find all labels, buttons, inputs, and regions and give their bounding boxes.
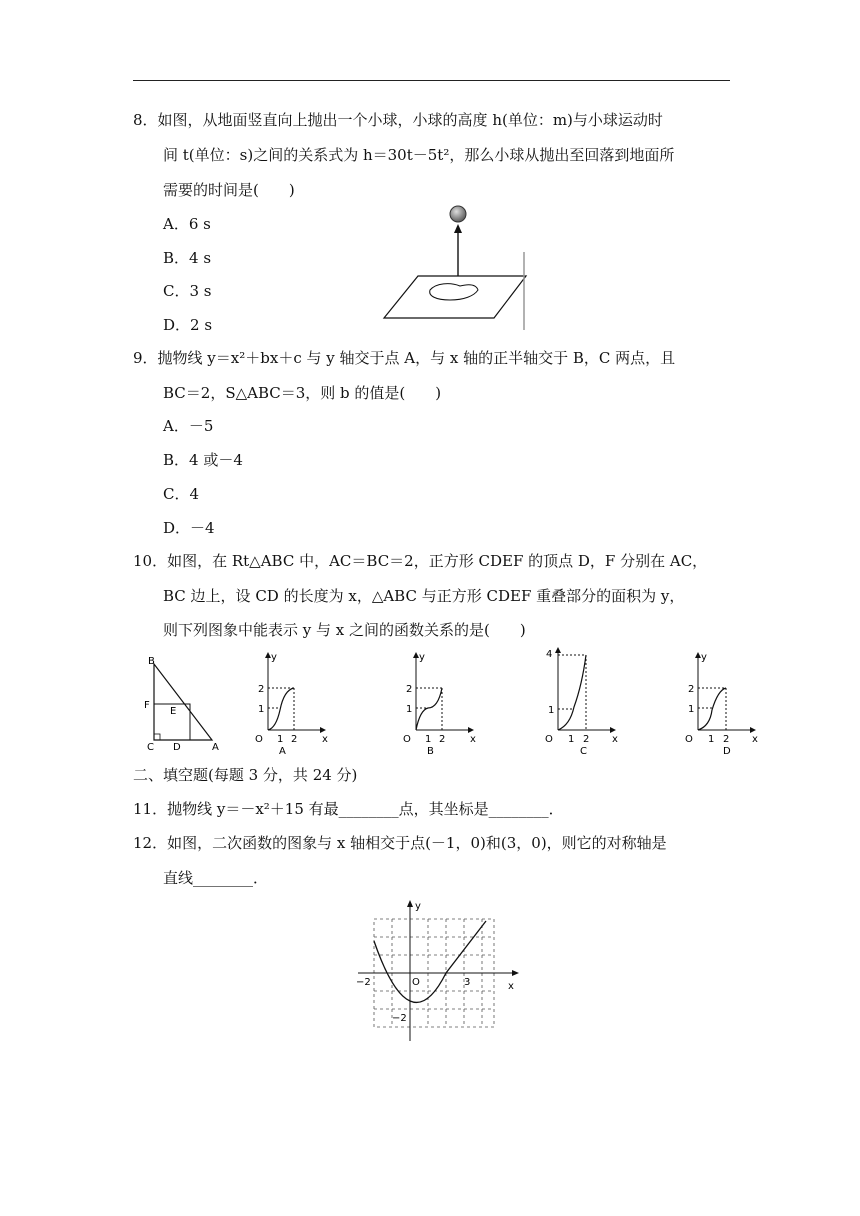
svg-text:2: 2: [258, 684, 265, 695]
svg-text:−2: −2: [356, 977, 371, 988]
hand-icon: [430, 284, 478, 300]
q8-option-a: A．6 s: [163, 215, 211, 233]
graph-label-b: B: [427, 746, 434, 757]
svg-text:O: O: [412, 977, 420, 988]
q8-line-2: 间 t(单位：s)之间的关系式为 h＝30t－5t²，那么小球从抛出至回落到地面所: [163, 146, 675, 164]
svg-text:2: 2: [406, 684, 413, 695]
svg-text:2: 2: [723, 734, 730, 745]
svg-text:1: 1: [258, 704, 265, 715]
svg-text:4: 4: [546, 649, 553, 660]
svg-text:1: 1: [568, 734, 575, 745]
label-a: A: [212, 742, 219, 752]
svg-text:x: x: [508, 981, 514, 992]
svg-text:−2: −2: [392, 1013, 407, 1024]
svg-text:y: y: [701, 652, 707, 663]
graph-label-c: C: [580, 746, 587, 757]
svg-text:1: 1: [548, 705, 555, 716]
q12-line-2: 直线________．: [163, 869, 269, 887]
q10-line-3: 则下列图象中能表示 y 与 x 之间的函数关系的是( ): [163, 621, 526, 639]
svg-text:x: x: [612, 734, 618, 745]
svg-text:2: 2: [291, 734, 298, 745]
graph-option-c: [540, 645, 620, 758]
q9-line-1: 9．抛物线 y＝x²＋bx＋c 与 y 轴交于点 A，与 x 轴的正半轴交于 B，C 两点，且: [133, 349, 676, 367]
q9-option-b: B．4 或－4: [163, 451, 243, 469]
arrow-head-icon: [454, 224, 462, 233]
svg-text:x: x: [470, 734, 476, 745]
label-c: C: [147, 742, 154, 752]
graph-option-b: [398, 650, 478, 758]
q9-option-d: D．－4: [163, 519, 215, 537]
q8-option-c: C．3 s: [163, 282, 212, 300]
svg-text:1: 1: [708, 734, 715, 745]
graph-label-a: A: [279, 746, 286, 757]
q11-line-1: 11．抛物线 y＝－x²＋15 有最________点，其坐标是________．: [133, 800, 564, 818]
q8-option-b: B．4 s: [163, 249, 212, 267]
svg-text:1: 1: [425, 734, 432, 745]
ball-throw-figure: [378, 200, 538, 335]
q9-option-a: A．－5: [163, 417, 214, 435]
svg-text:2: 2: [439, 734, 446, 745]
svg-text:x: x: [752, 734, 758, 745]
q10-line-2: BC 边上，设 CD 的长度为 x，△ABC 与正方形 CDEF 重叠部分的面积为 y，: [163, 587, 685, 605]
svg-text:O: O: [255, 734, 263, 745]
header-rule: [133, 80, 730, 81]
svg-text:O: O: [685, 734, 693, 745]
graph-label-d: D: [723, 746, 731, 757]
svg-text:2: 2: [688, 684, 695, 695]
parabola-figure: [352, 895, 522, 1045]
q10-line-1: 10．如图，在 Rt△ABC 中，AC＝BC＝2，正方形 CDEF 的顶点 D，F 分别在 AC，: [133, 552, 708, 570]
svg-text:1: 1: [277, 734, 284, 745]
graph-option-d: [680, 650, 760, 758]
q8-line-1: 8．如图，从地面竖直向上抛出一个小球，小球的高度 h(单位：m)与小球运动时: [133, 111, 663, 129]
q9-line-2: BC＝2，S△ABC＝3，则 b 的值是( ): [163, 384, 442, 402]
svg-text:y: y: [419, 652, 425, 663]
svg-text:x: x: [322, 734, 328, 745]
ball-icon: [450, 206, 466, 222]
triangle-figure: [140, 652, 225, 752]
label-f: F: [144, 700, 150, 711]
svg-text:O: O: [403, 734, 411, 745]
q9-option-c: C．4: [163, 485, 200, 503]
section-2-title: 二、填空题(每题 3 分，共 24 分): [133, 766, 358, 784]
svg-text:3: 3: [464, 977, 471, 988]
label-d: D: [173, 742, 181, 752]
svg-text:y: y: [271, 652, 277, 663]
graph-option-a: [250, 650, 330, 758]
label-e: E: [170, 706, 177, 717]
q8-option-d: D．2 s: [163, 316, 213, 334]
svg-text:1: 1: [406, 704, 413, 715]
q12-line-1: 12．如图，二次函数的图象与 x 轴相交于点(－1，0)和(3，0)，则它的对称轴是: [133, 834, 667, 852]
svg-text:2: 2: [583, 734, 590, 745]
ground-plane: [384, 276, 526, 318]
svg-text:y: y: [415, 901, 421, 912]
q8-line-3: 需要的时间是( ): [163, 181, 295, 199]
svg-text:1: 1: [688, 704, 695, 715]
label-b: B: [148, 656, 155, 667]
svg-text:O: O: [545, 734, 553, 745]
